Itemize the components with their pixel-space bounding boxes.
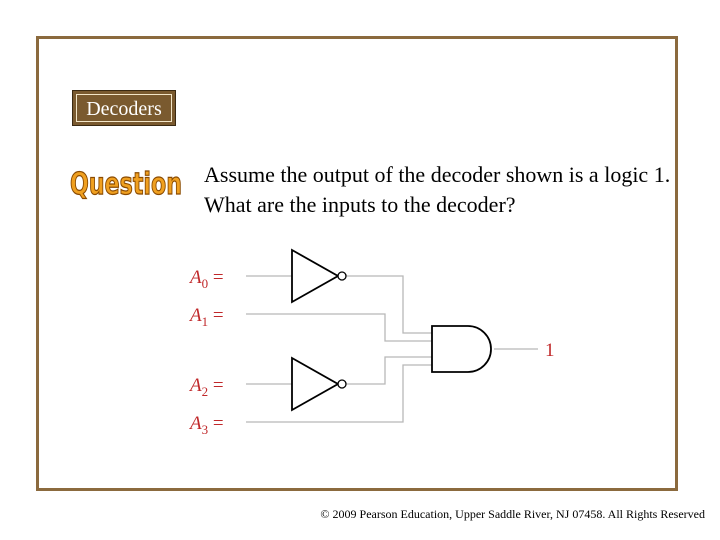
inverter-1 [292,250,338,302]
input-label-a1: $A_1$ = [190,305,224,329]
input-label-a0: $A_0$ = [190,267,224,291]
question-badge-text: Question [70,167,182,202]
copyright-footer: © 2009 Pearson Education, Upper Saddle River, NJ 07458. All Rights Reserved [320,507,705,521]
inverter-2 [292,358,338,410]
circuit-wires [246,276,538,422]
and-gate [432,326,491,372]
wire-inv2-out [346,357,432,384]
input-label-a3: $A_3$ = [190,413,224,437]
input-label-a2: $A_2$ = [190,375,224,399]
output-value-label: 1 [545,340,555,361]
question-text: Assume the output of the decoder shown is a logic 1. What are the inputs to the decoder? [204,162,671,217]
wire-a3 [246,365,432,422]
slide-title: Decoders [76,94,172,122]
inverter-1-bubble [338,272,346,280]
wire-inv1-out [346,276,432,333]
wire-a1 [246,314,432,341]
inverter-2-bubble [338,380,346,388]
